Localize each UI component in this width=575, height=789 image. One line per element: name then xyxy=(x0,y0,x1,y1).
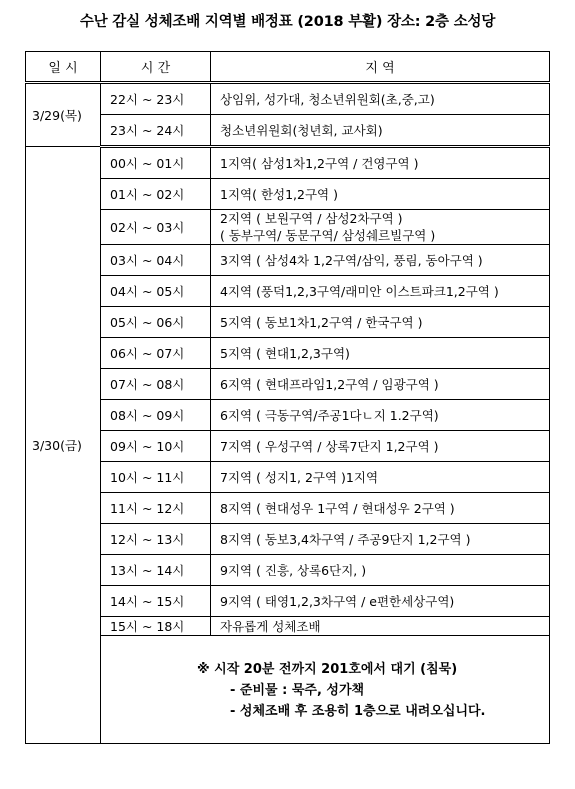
header-time: 시 간 xyxy=(101,52,211,83)
time-cell: 12시 ~ 13시 xyxy=(101,524,211,555)
table-row xyxy=(26,586,550,617)
date-cell: 3/30(금) xyxy=(26,147,101,744)
region-cell: 7지역 ( 우성구역 / 상록7단지 1,2구역 ) xyxy=(211,431,550,462)
region-cell: 6지역 ( 극동구역/주공1다ㄴ지 1.2구역) xyxy=(211,400,550,431)
table-row xyxy=(26,462,550,493)
table-header-row xyxy=(26,52,550,83)
table-row xyxy=(26,431,550,462)
region-cell: 9지역 ( 진흥, 상록6단지, ) xyxy=(211,555,550,586)
region-cell: 8지역 ( 동보3,4차구역 / 주공9단지 1,2구역 ) xyxy=(211,524,550,555)
time-cell: 23시 ~ 24시 xyxy=(101,115,211,147)
region-cell: 5지역 ( 동보1차1,2구역 / 한국구역 ) xyxy=(211,307,550,338)
table-row xyxy=(26,617,550,636)
page-title: 수난 감실 성체조배 지역별 배정표 (2018 부활) 장소: 2층 소성당 xyxy=(79,14,496,30)
time-cell: 15시 ~ 18시 xyxy=(101,617,211,636)
date-cell: 3/29(목) xyxy=(26,83,101,147)
time-cell: 08시 ~ 09시 xyxy=(101,400,211,431)
table-row xyxy=(26,493,550,524)
time-cell: 14시 ~ 15시 xyxy=(101,586,211,617)
region-cell: 5지역 ( 현대1,2,3구역) xyxy=(211,338,550,369)
region-cell: 1지역( 한성1,2구역 ) xyxy=(211,179,550,210)
region-cell: 청소년위원회(청년회, 교사회) xyxy=(211,115,550,147)
table-row xyxy=(26,369,550,400)
region-cell: 9지역 ( 태영1,2,3차구역 / e편한세상구역) xyxy=(211,586,550,617)
table-row xyxy=(26,555,550,586)
region-cell: 1지역( 삼성1차1,2구역 / 건영구역 ) xyxy=(211,147,550,179)
region-cell: 상임위, 성가대, 청소년위원회(초,중,고) xyxy=(211,83,550,115)
time-cell: 02시 ~ 03시 xyxy=(101,210,211,245)
region-cell: 4지역 (풍덕1,2,3구역/래미안 이스트파크1,2구역 ) xyxy=(211,276,550,307)
time-cell: 22시 ~ 23시 xyxy=(101,83,211,115)
table-row xyxy=(26,245,550,276)
table-row xyxy=(26,179,550,210)
schedule-table xyxy=(25,51,550,744)
region-line: ( 동부구역/ 동문구역/ 삼성쉐르빌구역 ) xyxy=(220,228,436,243)
time-cell: 00시 ~ 01시 xyxy=(101,147,211,179)
region-cell: 6지역 ( 현대프라임1,2구역 / 임광구역 ) xyxy=(211,369,550,400)
table-row xyxy=(26,83,550,115)
time-cell: 05시 ~ 06시 xyxy=(101,307,211,338)
time-cell: 13시 ~ 14시 xyxy=(101,555,211,586)
time-cell: 06시 ~ 07시 xyxy=(101,338,211,369)
notes-row xyxy=(26,636,550,744)
table-row xyxy=(26,147,550,179)
notes-item: - 성체조배 후 조용히 1층으로 내려오십니다. xyxy=(230,704,486,719)
table-row xyxy=(26,338,550,369)
region-cell: 자유롭게 성체조배 xyxy=(211,617,550,636)
notes-cell xyxy=(101,636,550,744)
table-row xyxy=(26,400,550,431)
table-row xyxy=(26,307,550,338)
region-cell: 3지역 ( 삼성4차 1,2구역/삼익, 풍림, 동아구역 ) xyxy=(211,245,550,276)
table-row xyxy=(26,276,550,307)
region-cell: 7지역 ( 성지1, 2구역 )1지역 xyxy=(211,462,550,493)
table-row xyxy=(26,210,550,245)
time-cell: 01시 ~ 02시 xyxy=(101,179,211,210)
notes-main: ※ 시작 20분 전까지 201호에서 대기 (침묵) xyxy=(197,662,458,677)
time-cell: 04시 ~ 05시 xyxy=(101,276,211,307)
region-cell: 8지역 ( 현대성우 1구역 / 현대성우 2구역 ) xyxy=(211,493,550,524)
region-cell xyxy=(211,210,550,245)
time-cell: 03시 ~ 04시 xyxy=(101,245,211,276)
notes-item: - 준비물 : 묵주, 성가책 xyxy=(230,683,365,698)
header-region: 지 역 xyxy=(211,52,550,83)
header-date: 일 시 xyxy=(26,52,101,83)
region-line: 2지역 ( 보원구역 / 삼성2차구역 ) xyxy=(220,211,403,226)
time-cell: 07시 ~ 08시 xyxy=(101,369,211,400)
time-cell: 11시 ~ 12시 xyxy=(101,493,211,524)
time-cell: 10시 ~ 11시 xyxy=(101,462,211,493)
time-cell: 09시 ~ 10시 xyxy=(101,431,211,462)
table-row xyxy=(26,524,550,555)
table-row xyxy=(26,115,550,147)
